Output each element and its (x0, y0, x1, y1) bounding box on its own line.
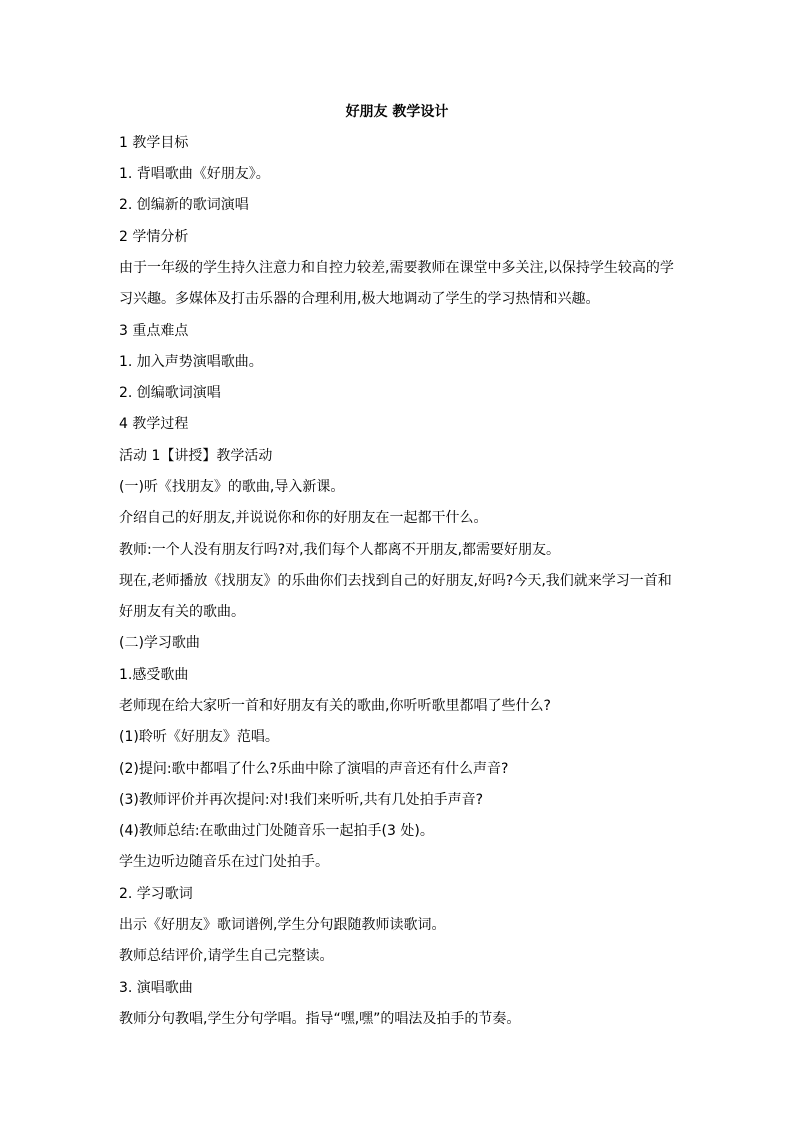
paragraph-line: (1)聆听《好朋友》范唱。 (119, 729, 279, 745)
heading-learner-analysis: 2 学情分析 (119, 229, 189, 245)
paragraph-line: (一)听《找朋友》的歌曲,导入新课。 (119, 479, 345, 495)
heading-teaching-goals: 1 教学目标 (119, 135, 189, 151)
paragraph-line: 现在,老师播放《找朋友》的乐曲你们去找到自己的好朋友,好吗?今天,我们就来学习一首和 (119, 573, 672, 589)
heading-teaching-process: 4 教学过程 (119, 416, 189, 432)
paragraph-line: (二)学习歌曲 (119, 635, 200, 651)
paragraph-line: (2)提问:歌中都唱了什么?乐曲中除了演唱的声音还有什么声音? (119, 761, 509, 777)
paragraph-line: 1. 背唱歌曲《好朋友》。 (119, 166, 270, 182)
paragraph-line: 介绍自己的好朋友,并说说你和你的好朋友在一起都干什么。 (119, 510, 488, 526)
paragraph-line: 2. 学习歌词 (119, 886, 193, 902)
paragraph-line: 1.感受歌曲 (119, 667, 189, 683)
paragraph-line: 2. 创编歌词演唱 (119, 385, 221, 401)
paragraph-line: 学生边听边随音乐在过门处拍手。 (119, 854, 329, 870)
paragraph-line: 习兴趣。多媒体及打击乐器的合理利用,极大地调动了学生的学习热情和兴趣。 (119, 291, 600, 307)
paragraph-line: 教师总结评价,请学生自己完整读。 (119, 948, 334, 964)
paragraph-line: 教师:一个人没有朋友行吗?对,我们每个人都离不开朋友,都需要好朋友。 (119, 542, 561, 558)
paragraph-line: 1. 加入声势演唱歌曲。 (119, 354, 263, 370)
paragraph-line: 活动 1【讲授】教学活动 (119, 448, 273, 464)
paragraph-line: 2. 创编新的歌词演唱 (119, 197, 249, 213)
paragraph-line: 教师分句教唱,学生分句学唱。指导“嘿,嘿”的唱法及拍手的节奏。 (119, 1011, 521, 1027)
paragraph-line: 好朋友有关的歌曲。 (119, 604, 245, 620)
paragraph-line: 出示《好朋友》歌词谱例,学生分句跟随教师读歌词。 (119, 917, 446, 933)
heading-key-points: 3 重点难点 (119, 323, 189, 339)
paragraph-line: 3. 演唱歌曲 (119, 980, 193, 996)
paragraph-line: (4)教师总结:在歌曲过门处随音乐一起拍手(3 处)。 (119, 823, 434, 839)
paragraph-line: (3)教师评价并再次提问:对!我们来听听,共有几处拍手声音? (119, 792, 484, 808)
paragraph-line: 由于一年级的学生持久注意力和自控力较差,需要教师在课堂中多关注,以保持学生较高的学 (119, 260, 674, 276)
paragraph-line: 老师现在给大家听一首和好朋友有关的歌曲,你听听歌里都唱了些什么? (119, 698, 551, 714)
document-title: 好朋友 教学设计 (345, 104, 449, 120)
